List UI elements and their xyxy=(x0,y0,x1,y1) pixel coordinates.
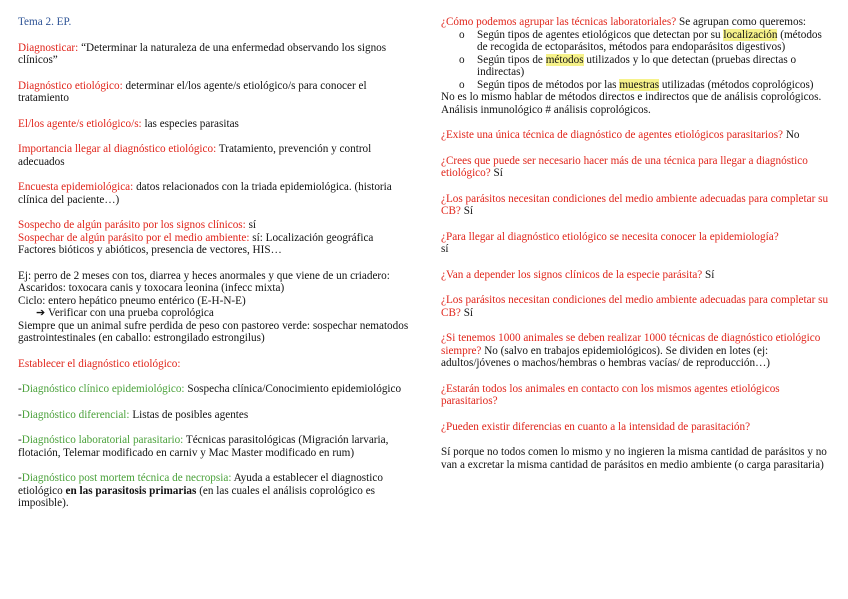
question-label: ¿Para llegar al diagnóstico etiológico se necesita conocer la epidemiología? xyxy=(441,230,779,243)
term-label: Sospecho de algún parásito por los signos clínicos: xyxy=(18,219,246,231)
highlighted-text: muestras xyxy=(619,78,660,91)
term-text: Técnicas parasitológicas (Migración larvaria, flotación, Telemar modificado en carniv y Mac Master modificado en rum) xyxy=(18,434,389,459)
arrow-icon: ➔ xyxy=(36,307,46,319)
term-text: datos relacionados con la triada epidemiológica. (historia clínica del paciente…) xyxy=(18,181,392,206)
example-arrow-line xyxy=(18,307,410,320)
question-label: ¿Cómo podemos agrupar las técnicas laboratoriales? xyxy=(441,16,677,28)
question-condiciones xyxy=(441,193,833,218)
paragraph-importancia xyxy=(18,143,410,168)
term-text: “Determinar la naturaleza de una enfermedad observando los signos clínicos” xyxy=(18,41,387,66)
term-text: Ayuda a establecer el diagnostico etiológico xyxy=(18,472,383,497)
term-label: Diagnóstico post mortem técnica de necropsia: xyxy=(21,472,232,484)
sospecha-ambiente xyxy=(18,232,410,245)
term-text: Listas de posibles agentes xyxy=(129,408,249,421)
note-paragraph: No es lo mismo hablar de métodos directos e indirectos que de análisis coprológicos. Análisis inmunológico # análisis coprológicos. xyxy=(441,91,822,116)
paragraph-diagnostico-etiologico xyxy=(18,80,410,105)
term-label: Importancia llegar al diagnóstico etiológico: xyxy=(18,143,217,155)
question-contacto: ¿Estarán todos los animales en contacto con los mismos agentes etiológicos parasitarios? xyxy=(441,382,780,407)
left-column xyxy=(18,16,410,523)
question-signos xyxy=(441,269,833,282)
question-label: ¿Crees que puede ser necesario hacer más de una técnica para llegar a diagnóstico etiológico? xyxy=(441,154,808,179)
list-item: o Según tipos de métodos por las muestras utilizadas (métodos coprológicos) xyxy=(459,78,814,91)
term-label: Diagnóstico laboratorial parasitario: xyxy=(21,434,184,446)
sospecha-signos xyxy=(18,219,410,232)
example-line: Verificar con una prueba coprológica xyxy=(47,307,214,319)
term-text: sí: Localización geográfica xyxy=(249,231,374,244)
paragraph-diagnosticar xyxy=(18,42,410,67)
term-text: sí xyxy=(245,219,257,231)
question-mas-tecnicas xyxy=(441,155,833,180)
answer-text: Sí xyxy=(460,306,474,319)
term-label: Diagnosticar: xyxy=(18,41,79,54)
question-label: ¿Los parásitos necesitan condiciones del medio ambiente adecuadas para completar su CB? xyxy=(441,294,829,319)
question-agrupar xyxy=(441,16,833,29)
term-text: determinar el/los agente/s etiológico/s para conocer el tratamiento xyxy=(18,79,367,104)
question-label: ¿Si tenemos 1000 animales se deben realizar 1000 técnicas de diagnóstico etiológico siempre? xyxy=(441,332,821,357)
example-block xyxy=(18,270,410,345)
list-item-laboratorial: -Diagnóstico laboratorial parasitario: Técnicas parasitológicas (Migración larvaria, flotación, Telemar modificado en carniv y Mac Master modificado en rum) xyxy=(18,434,389,459)
list-item-clinico: -Diagnóstico clínico epidemiológico: Sospecha clínica/Conocimiento epidemiológico xyxy=(18,383,402,395)
paragraph-agentes xyxy=(18,118,410,131)
example-line: Ascaridos: toxocara canis y toxocara leonina (infecc mixta) xyxy=(18,282,285,294)
paragraph-encuesta xyxy=(18,181,410,206)
list-item-postmortem: -Diagnóstico post mortem técnica de necropsia: Ayuda a establecer el diagnostico etiológico en las parasitosis primarias (en las cuales el análisis coprológico es imposible). xyxy=(18,472,383,509)
document-title: Tema 2. EP. xyxy=(18,16,72,28)
answer-text: Se agrupan como queremos: xyxy=(676,16,807,28)
example-line: Ej: perro de 2 meses con tos, diarrea y heces anormales y que viene de un criadero: xyxy=(18,269,390,282)
highlighted-text: localización xyxy=(723,28,778,41)
final-answer: Sí porque no todos comen lo mismo y no ingieren la misma cantidad de parásitos y no van a excretar la misma cantidad de parásitos en medio ambiente (o carga parasitaria) xyxy=(441,446,827,471)
question-epidemiologia xyxy=(441,231,833,256)
term-label: El/los agente/s etiológico/s: xyxy=(18,117,142,130)
answer-text: No xyxy=(783,129,800,141)
section-heading-establecer: Establecer el diagnóstico etiológico: xyxy=(18,357,181,370)
bullet-icon: o xyxy=(459,28,465,41)
term-label: Encuesta epidemiológica: xyxy=(18,181,134,193)
term-text: las especies parasitas xyxy=(141,117,239,130)
term-text: (en las cuales el análisis coprológico es imposible). xyxy=(18,484,376,509)
list-item: o Según tipos de métodos utilizados y lo que detectan (pruebas directas o indirectas) xyxy=(459,53,797,78)
question-condiciones-2 xyxy=(441,294,833,319)
highlighted-text: métodos xyxy=(545,53,584,66)
factores-text: Factores bióticos y abióticos, presencia de vectores, HIS… xyxy=(18,244,282,256)
answer-text: sí xyxy=(441,243,449,255)
right-column xyxy=(441,16,833,471)
question-intensidad: ¿Pueden existir diferencias en cuanto a la intensidad de parasitación? xyxy=(441,420,751,433)
list-item-diferencial: -Diagnóstico diferencial: Listas de posibles agentes xyxy=(18,408,249,421)
question-label: ¿Existe una única técnica de diagnóstico de agentes etiológicos parasitarios? xyxy=(441,129,784,141)
term-label: Diagnóstico clínico epidemiológico: xyxy=(21,383,185,395)
answer-text: Sí xyxy=(702,268,715,281)
question-unica xyxy=(441,129,833,142)
answer-text: Sí xyxy=(490,167,503,179)
term-label: Diagnóstico etiológico: xyxy=(18,79,123,92)
question-1000-animales xyxy=(441,332,833,370)
bullet-icon: o xyxy=(459,78,465,91)
term-label: Sospechar de algún parásito por el medio ambiente: xyxy=(18,231,250,244)
bullet-list xyxy=(441,29,833,92)
question-label: ¿Van a depender los signos clínicos de la especie parásita? xyxy=(441,268,703,281)
paragraph-sospecha xyxy=(18,219,410,257)
term-label: Diagnóstico diferencial: xyxy=(21,408,130,421)
bold-text: en las parasitosis primarias xyxy=(65,484,197,497)
example-line: Siempre que un animal sufre perdida de peso con pastoreo verde: sospechar nematodos gastrointestinales (en caballo: estrongilado estrongilus) xyxy=(18,319,409,344)
answer-text: No (salvo en trabajos epidemiológicos). Se dividen en lotes (ej: adultos/jóvenes o machos/hembras o hembras vacías/ de reproducción…) xyxy=(441,344,770,369)
example-line: Ciclo: entero hepático pneumo entérico (E-H-N-E) xyxy=(18,294,246,307)
bullet-icon: o xyxy=(459,53,465,66)
list-item: o Según tipos de agentes etiológicos que detectan por su localización (métodos de recogida de ectoparásitos, métodos para endoparásitos digestivos) xyxy=(459,28,822,53)
answer-text: Sí xyxy=(460,205,474,217)
question-label: ¿Los parásitos necesitan condiciones del medio ambiente adecuadas para completar su CB? xyxy=(441,192,829,217)
term-text: Tratamiento, prevención y control adecuados xyxy=(18,143,372,168)
term-text: Sospecha clínica/Conocimiento epidemiológico xyxy=(184,383,402,395)
